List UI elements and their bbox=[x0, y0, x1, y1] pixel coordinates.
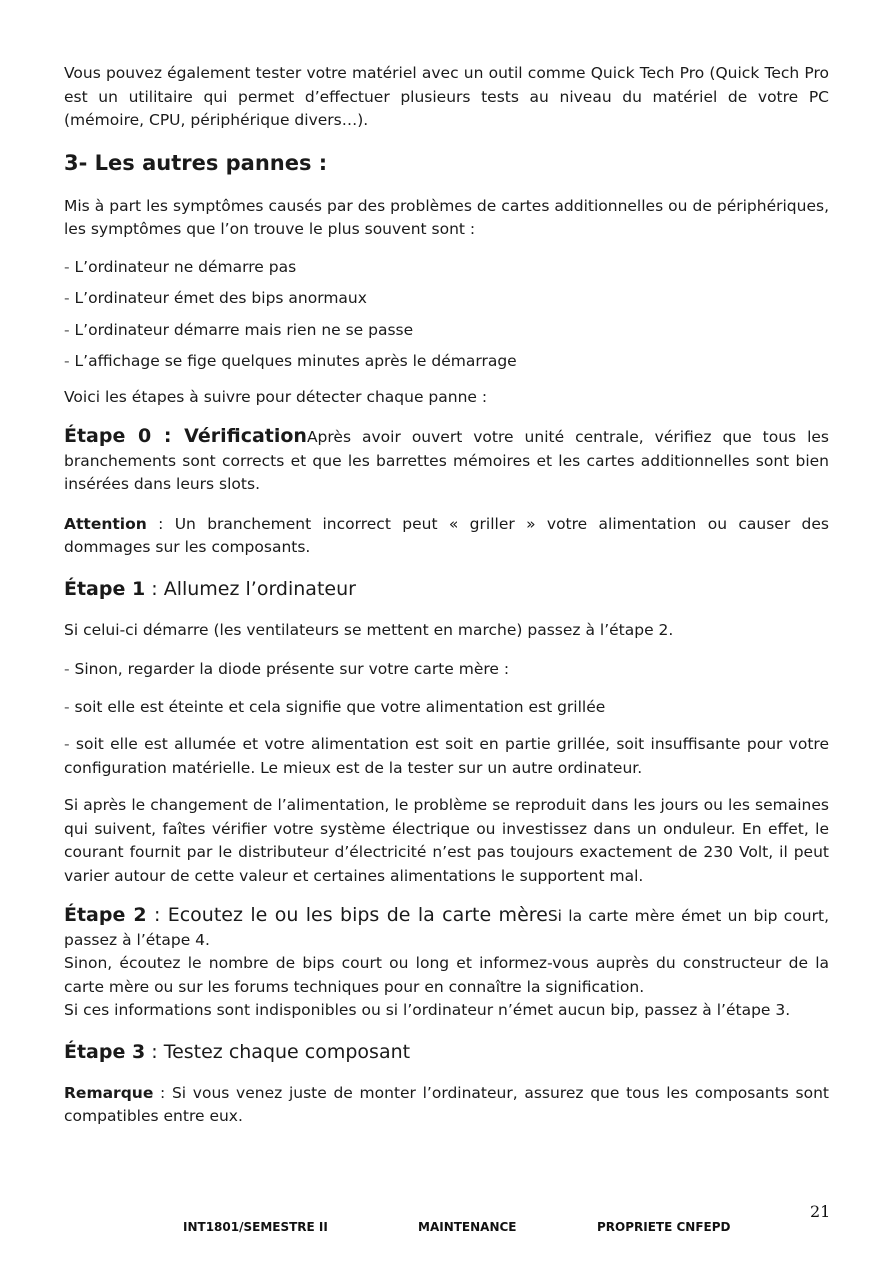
symptom-item: - L’ordinateur émet des bips anormaux bbox=[64, 289, 367, 307]
step1-p1: Si celui-ci démarre (les ventilateurs se mettent en marche) passez à l’étape 2. bbox=[64, 620, 674, 639]
symptoms-intro: Mis à part les symptômes causés par des problèmes de cartes additionnelles ou de périphériques, les symptômes que l’on trouve le plus souvent sont : bbox=[64, 196, 829, 238]
step0-text: Après avoir ouvert votre unité centrale, vérifiez que tous les branchements sont corrects et que les barrettes mémoires et les cartes additionnelles sont bien insérées dans leurs slots. bbox=[64, 428, 829, 493]
step3-heading: Étape 3 : Testez chaque composant bbox=[64, 1040, 411, 1063]
step2-p3: Si ces informations sont indisponibles ou si l’ordinateur n’émet aucun bip, passez à l’étape 3. bbox=[64, 1001, 791, 1019]
document-body bbox=[64, 62, 829, 1129]
step1-p3: - soit elle est éteinte et cela signifie que votre alimentation est grillée bbox=[64, 697, 606, 716]
remark-text: : Si vous venez juste de monter l’ordinateur, assurez que tous les composants sont compatibles entre eux. bbox=[64, 1083, 829, 1125]
step0-paragraph bbox=[64, 425, 829, 497]
intro-paragraph: Vous pouvez également tester votre matériel avec un outil comme Quick Tech Pro (Quick Tech Pro est un utilitaire qui permet d’effectuer plusieurs tests au niveau du matériel de votre PC (mémoire, CPU, périphérique divers…). bbox=[64, 64, 829, 129]
page-number: 21 bbox=[810, 1202, 831, 1221]
steps-intro: Voici les étapes à suivre pour détecter chaque panne : bbox=[64, 387, 488, 406]
footer-course: INT1801/SEMESTRE II bbox=[183, 1220, 328, 1234]
footer-subject: MAINTENANCE bbox=[418, 1220, 517, 1234]
footer-owner: PROPRIETE CNFEPD bbox=[597, 1220, 731, 1234]
symptom-item: - L’ordinateur démarre mais rien ne se passe bbox=[64, 320, 414, 339]
step1-p5: Si après le changement de l’alimentation, le problème se reproduit dans les jours ou les semaines qui suivent, faîtes vérifier votre système électrique ou investissez dans un onduleur. En effet, le courant fournit par le distributeur d’électricité n’est pas toujours exactement de 230 Volt, il peut varier autour de cette valeur et certaines alimentations le supportent mal. bbox=[64, 796, 829, 885]
step0-title: Étape 0 : Vérification bbox=[64, 425, 307, 447]
symptom-item: - L’ordinateur ne démarre pas bbox=[64, 257, 297, 276]
step1-heading: Étape 1 : Allumez l’ordinateur bbox=[64, 577, 356, 600]
attention-paragraph bbox=[64, 513, 829, 560]
section-heading: 3- Les autres pannes : bbox=[64, 150, 328, 175]
remark-label: Remarque bbox=[64, 1083, 154, 1102]
step1-p2: - Sinon, regarder la diode présente sur votre carte mère : bbox=[64, 660, 510, 678]
step1-p4: - soit elle est allumée et votre alimentation est soit en partie grillée, soit insuffisante pour votre configuration matérielle. Le mieux est de la tester sur un autre ordinateur. bbox=[64, 735, 829, 777]
attention-label: Attention bbox=[64, 514, 147, 533]
symptom-item: - L’affichage se fige quelques minutes après le démarrage bbox=[64, 352, 517, 370]
remark-paragraph bbox=[64, 1082, 829, 1129]
step2-paragraph: Étape 2 : Ecoutez le ou les bips de la carte mèreSi la carte mère émet un bip court, passez à l’étape 4. bbox=[64, 904, 829, 949]
attention-text: : Un branchement incorrect peut « griller » votre alimentation ou causer des dommages sur les composants. bbox=[64, 514, 829, 556]
step2-p2: Sinon, écoutez le nombre de bips court ou long et informez-vous auprès du constructeur de la carte mère ou sur les forums techniques pour en connaître la signification. bbox=[64, 954, 829, 996]
